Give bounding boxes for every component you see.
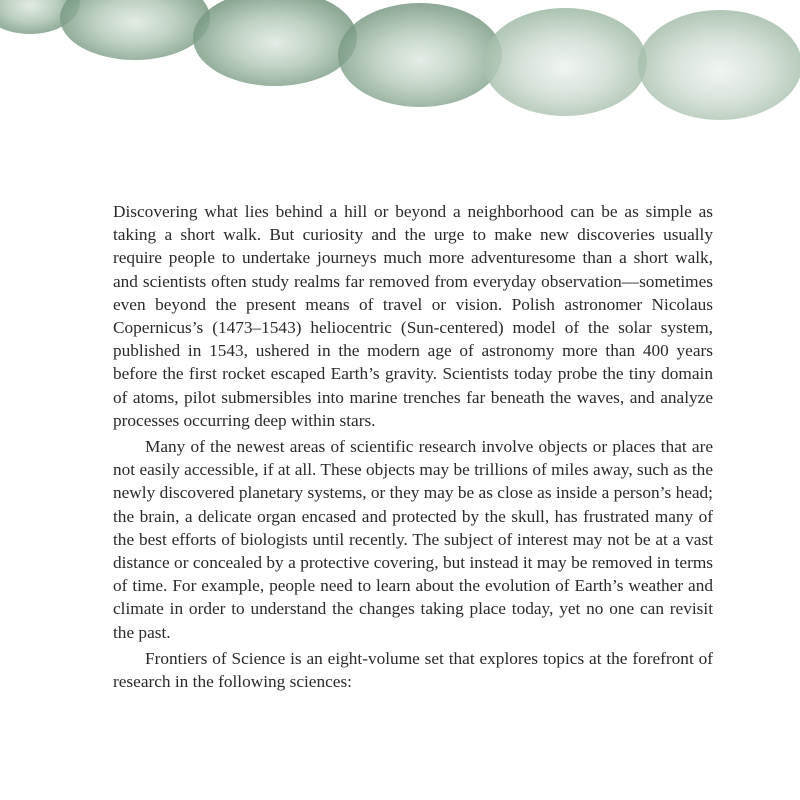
oval-5 <box>483 8 647 116</box>
oval-2 <box>60 0 210 60</box>
paragraph-3: Frontiers of Science is an eight-volume set that explores topics at the forefront of research in the following sciences: <box>113 648 713 692</box>
paragraph-1: Discovering what lies behind a hill or beyond a neighborhood can be as simple as taking a short walk. But curiosity and the urge to make new discoveries usually require people to undertake journeys much more adventuresome than a short walk, and scientists often study realms far removed from everyday observation—sometimes even beyond the present means of travel or vision. Polish astronomer Nicolaus Copernicus’s (1473–1543) heliocentric (Sun-centered) model of the solar system, published in 1543, ushered in the modern age of astronomy more than 400 years before the first rocket escaped Earth’s gravity. Scientists today probe the tiny domain of atoms, pilot submersibles into marine trenches far beneath the waves, and analyze processes occurring deep within stars. <box>113 202 713 430</box>
oval-3 <box>193 0 357 86</box>
oval-4 <box>338 3 502 107</box>
oval-chain-banner <box>0 0 800 130</box>
oval-6 <box>638 10 800 120</box>
body-text <box>113 200 713 693</box>
paragraph-2: Many of the newest areas of scientific research involve objects or places that are not easily accessible, if at all. These objects may be trillions of miles away, such as the newly discovered planetary systems, or they may be as close as inside a person’s head; the brain, a delicate organ encased and protected by the skull, has frustrated many of the best efforts of biologists until recently. The subject of interest may not be at a vast distance or concealed by a protective covering, but instead it may be removed in terms of time. For example, people need to learn about the evolution of Earth’s weather and climate in order to understand the changes taking place today, yet no one can revisit the past. <box>113 437 713 642</box>
